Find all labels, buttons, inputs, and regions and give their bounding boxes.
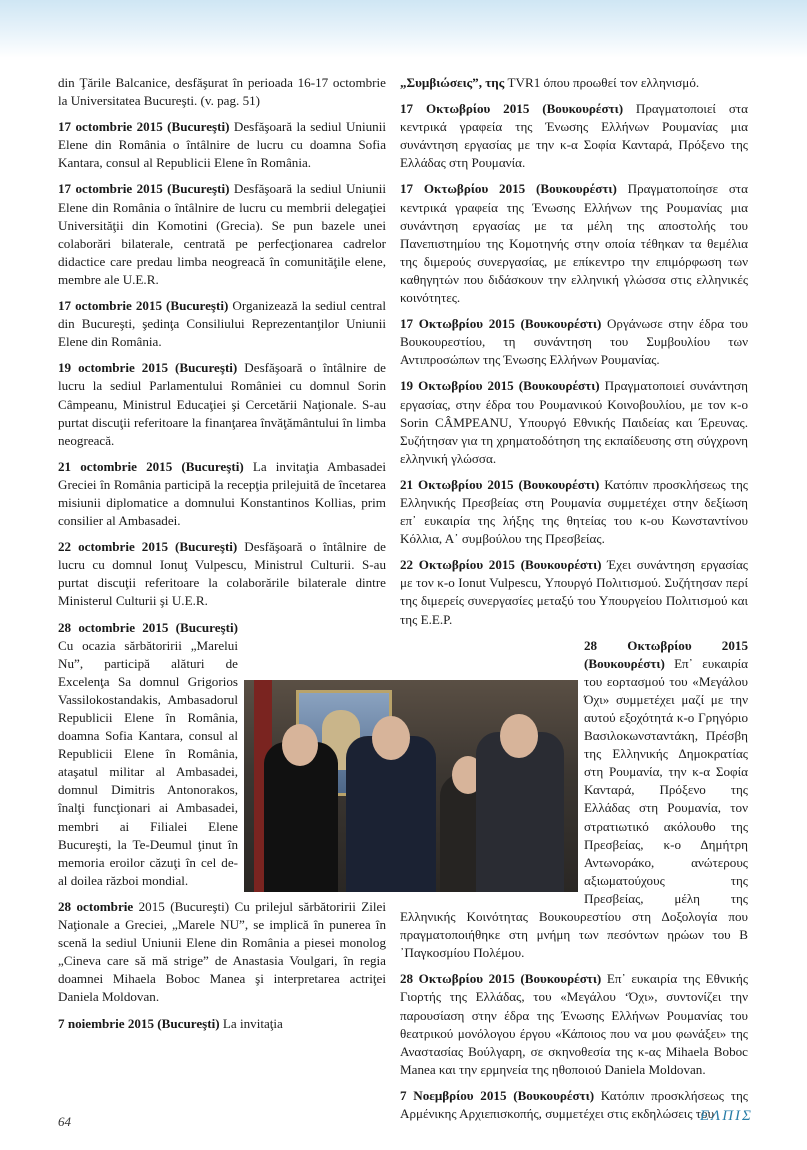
paragraph-text: Desfăşoară la sediul Uniunii Elene din România o întâlnire de lucru cu doamna Sofia Kantara, consul al Republicii Elene în România. — [58, 119, 386, 171]
paragraph-text: TVR1 όπου προωθεί τον ελληνισμό. — [504, 75, 700, 90]
paragraph-date: 17 Οκτωβρίου 2015 (Βουκουρέστι) — [400, 181, 617, 197]
person-officer-head — [282, 724, 318, 766]
paragraph-text: Επ᾽ ευκαιρία του εορτασμού του «Μεγάλου Όχι» συμμετέχει μαζί με την αυτού εξοχότητά κ-ο Γρηγόριο Βασιλοκωνσταντάκη, Πρέσβη της Ελληνικής Δημοκρατίας στη Ρουμανία, την κ-α Σοφία Κανταρά, Πρόξενο της Ελλάδας στη Ρουμανία, τον στρατιωτικό ακόλουθο της Πρεσβείας, κ-ο Δημήτρη Αντωνοράκο, ανώτερους αξιωματούχους της Πρεσβείας, μέλη της Ελληνικής Κοινότητας Βουκουρεστίου στη Δοξολογία που πραγματοποιήθηκε στη μνήμη των πεσόντων ηρώων του Β ᾽Παγκοσμίου Πολέμου. — [400, 655, 748, 961]
paragraph-date: 17 Οκτωβρίου 2015 (Βουκουρέστι) — [400, 101, 624, 117]
person-ambassador-head — [372, 716, 410, 760]
paragraph-date: 28 octombrie — [58, 898, 134, 914]
paragraph-text: Cu ocazia sărbătoririi „Marelui Nu”, participă alături de Excelenţa Sa domnul Grigorios Vassilokostandakis, Ambasadorul Republicii Elene în România, doamna Sofia Kantara, consul al Republicii Elene în România, ataşatul militar al Ambasadei, domnul Dimitris Antonorakos, înalţi funcţionari ai Ambasadei, membri ai Filialei Elene Bucureşti, la Te-Deumul ţinut în memoria eroilor căzuţi în cel de-al doilea război mondial. — [58, 637, 238, 888]
paragraph-text: Organizează la sediul central din Bucureşti, şedinţa Consiliului Reprezentanţilor Uniunii Elene din România. — [58, 298, 386, 350]
paragraph-date: 17 octombrie 2015 (Bucureşti) — [58, 298, 229, 314]
paragraph-date: 28 Οκτωβρίου 2015 (Βουκουρέστι) — [584, 637, 748, 671]
paragraph-date: „Συμβιώσεις”, της — [400, 75, 505, 90]
paragraph — [400, 970, 748, 1079]
paragraph — [58, 458, 386, 530]
paragraph-text: Desfăşoară la sediul Uniunii Elene din România o întâlnire de lucru cu membrii delegaţiei Universităţii din Komotini (Grecia). Se pun bazele unei colaborări bilaterale, centrată pe perfecţionarea cadrelor didactice care predau limba neogreacă în comunităţile elene, membre ale U.E.R. — [58, 181, 386, 287]
paragraph-text: Πραγματοποιεί συνάντηση εργασίας, στην έδρα του Ρουμανικού Κοινοβουλίου, με τον κ-ο Sorin CÂMPEANU, Υπουργό Εθνικής Παιδείας και Έρευνας. Συζήτησαν για τη χρηματοδότηση της εκπαίδευσης στη σύγχρονη ελληνική γλώσσα. — [400, 378, 748, 466]
paragraph — [400, 315, 748, 369]
right-column — [400, 74, 748, 1131]
paragraph-date: 22 octombrie 2015 (Bucureşti) — [58, 539, 238, 555]
magazine-name: ΕΛΠΙΣ — [700, 1108, 753, 1124]
paragraph-text: Πραγματοποίησε στα κεντρικά γραφεία της Ένωσης Ελλήνων της Ρουμανίας μια συνάντηση εργασίας με τα μέλη της αποστολής του Πανεπιστημίου της Κομοτηνής στην οποία τέθηκαν τα θεμέλια της διμερούς συνεργασίας, με επίκεντρο την επιμόρφωση των καθηγητών που διδάσκουν την ελληνική γλώσσα στις ελληνικές κοινότητες. — [400, 181, 748, 306]
paragraph-text: Έχει συνάντηση εργασίας με τον κ-ο Ionut Vulpescu, Υπουργό Πολιτισμού. Συζήτησαν περί της διμερείς συνεργασίες μεταξύ του Υπουργείου Πολιτισμού και της Ε.Ε.Ρ. — [400, 557, 748, 627]
paragraph — [58, 1015, 386, 1033]
paragraph-text: 2015 (Bucureşti) Cu prilejul sărbătoririi Zilei Naţionale a Greciei, „Marele NU”, se implică în punerea în scenă la sediul Uniunii Elene din România a piesei monolog „Cineva care să mă strige” de Anastasia Voulgari, în regia doamnei Mihaela Boboc Manea şi interpretarea actriţei Daniela Moldovan. — [58, 898, 386, 1005]
paragraph — [400, 377, 748, 467]
paragraph — [400, 180, 748, 307]
paragraph — [58, 538, 386, 610]
paragraph-text: Επ᾽ ευκαιρία της Εθνικής Γιορτής της Ελλάδας, του «Μεγάλου ‘Όχι», συντονίζει την παρουσίαση στην έδρα της Ένωσης Ελλήνων Ρουμανίας του θεατρικού μονόλογου έργου «Κάποιος που να μου φωνάξει» της Αναστασίας Βούλγαρη, σε σκηνοθεσία της κ-ας Mihaela Boboc Manea και την ερμηνεία της ηθοποιού Daniela Moldovan. — [400, 971, 749, 1077]
paragraph-date: 28 Οκτωβρίου 2015 (Βουκουρέστι) — [400, 971, 602, 987]
person-guest-head — [500, 714, 538, 758]
paragraph-text: Desfăşoară o întâlnire de lucru cu domnul Ionuţ Vulpescu, Ministrul Culturii. S-au purtat discuţii referitoare la colaborările bilaterale dintre Ministerul Culturii şi U.E.R. — [58, 539, 386, 609]
paragraph — [58, 74, 386, 110]
paragraph — [400, 1087, 748, 1123]
paragraph — [58, 118, 386, 172]
paragraph-text: din Ţările Balcanice, desfăşurat în perioada 16-17 octombrie la Universitatea Bucureşti. (v. pag. 51) — [58, 75, 386, 109]
paragraph-date: 19 octombrie 2015 (Bucureşti) — [58, 360, 238, 376]
paragraph-date: 28 octombrie 2015 (Bucureşti) — [58, 619, 238, 635]
paragraph — [58, 180, 386, 289]
paragraph-date: 17 octombrie 2015 (Bucureşti) — [58, 181, 230, 197]
paragraph-text: La invitaţia Ambasadei Greciei în România participă la recepţia prilejuită de încetarea misiunii diplomatice a domnului Konstantinos Kollias, prim consilier al Ambasadei. — [58, 458, 386, 529]
paragraph — [58, 297, 386, 351]
paragraph-date: 17 Οκτωβρίου 2015 (Βουκουρέστι) — [400, 316, 602, 332]
paragraph-text: La invitaţia — [219, 1015, 283, 1031]
paragraph-text: Πραγματοποιεί στα κεντρικά γραφεία της Ένωσης Ελλήνων Ρουμανίας μια συνάντηση εργασίας με την κ-α Σοφία Κανταρά, Πρόξενο της Ελλάδας στη Ρουμανία. — [400, 101, 748, 171]
paragraph-date: 7 Νοεμβρίου 2015 (Βουκουρέστι) — [400, 1087, 595, 1103]
paragraph-text: Οργάνωσε στην έδρα του Βουκουρεστίου, τη συνάντηση του Συμβουλίου των Αντιπροσώπων της Ένωσης Ελλήνων Ρουμανίας. — [400, 316, 748, 368]
paragraph-date: 19 Οκτωβρίου 2015 (Βουκουρέστι) — [400, 378, 600, 394]
paragraph-text: Κατόπιν προσκλήσεως της Αρμένικης Αρχιεπισκοπής, συμμετέχει στις εκδηλώσεις του — [400, 1087, 748, 1121]
paragraph — [400, 476, 748, 548]
paragraph — [400, 100, 748, 172]
paragraph-date: 17 octombrie 2015 (Bucureşti) — [58, 119, 230, 135]
left-column — [58, 74, 386, 1041]
paragraph — [400, 74, 748, 92]
paragraph-text: Κατόπιν προσκλήσεως της Ελληνικής Πρεσβείας στη Ρουμανία συμμετέχει στην δεξίωση επ᾽ ευκαιρία της λήξης της θητείας του κ-ου Κωνσταντίνου Κόλλια, Α᾽ συμβούλου της Πρεσβείας. — [400, 476, 748, 547]
paragraph — [400, 556, 748, 628]
paragraph-date: 22 Οκτωβρίου 2015 (Βουκουρέστι) — [400, 557, 602, 573]
paragraph-date: 7 noiembrie 2015 (Bucureşti) — [58, 1015, 220, 1031]
paragraph — [58, 359, 386, 449]
paragraph-date: 21 octombrie 2015 (Bucureşti) — [58, 458, 244, 474]
paragraph-date: 21 Οκτωβρίου 2015 (Βουκουρέστι) — [400, 476, 600, 492]
paragraph — [58, 898, 386, 1007]
header-band — [0, 0, 807, 58]
event-photo — [244, 680, 578, 892]
paragraph-text: Desfăşoară o întâlnire de lucru la sediul Parlamentului României cu domnul Sorin Câmpeanu, Ministrul Educaţiei şi Cercetării Naţionale. S-au purtat discuţii referitoare la finanţarea învăţământului în limba neogreacă. — [58, 360, 386, 448]
page-number: 64 — [58, 1114, 71, 1129]
